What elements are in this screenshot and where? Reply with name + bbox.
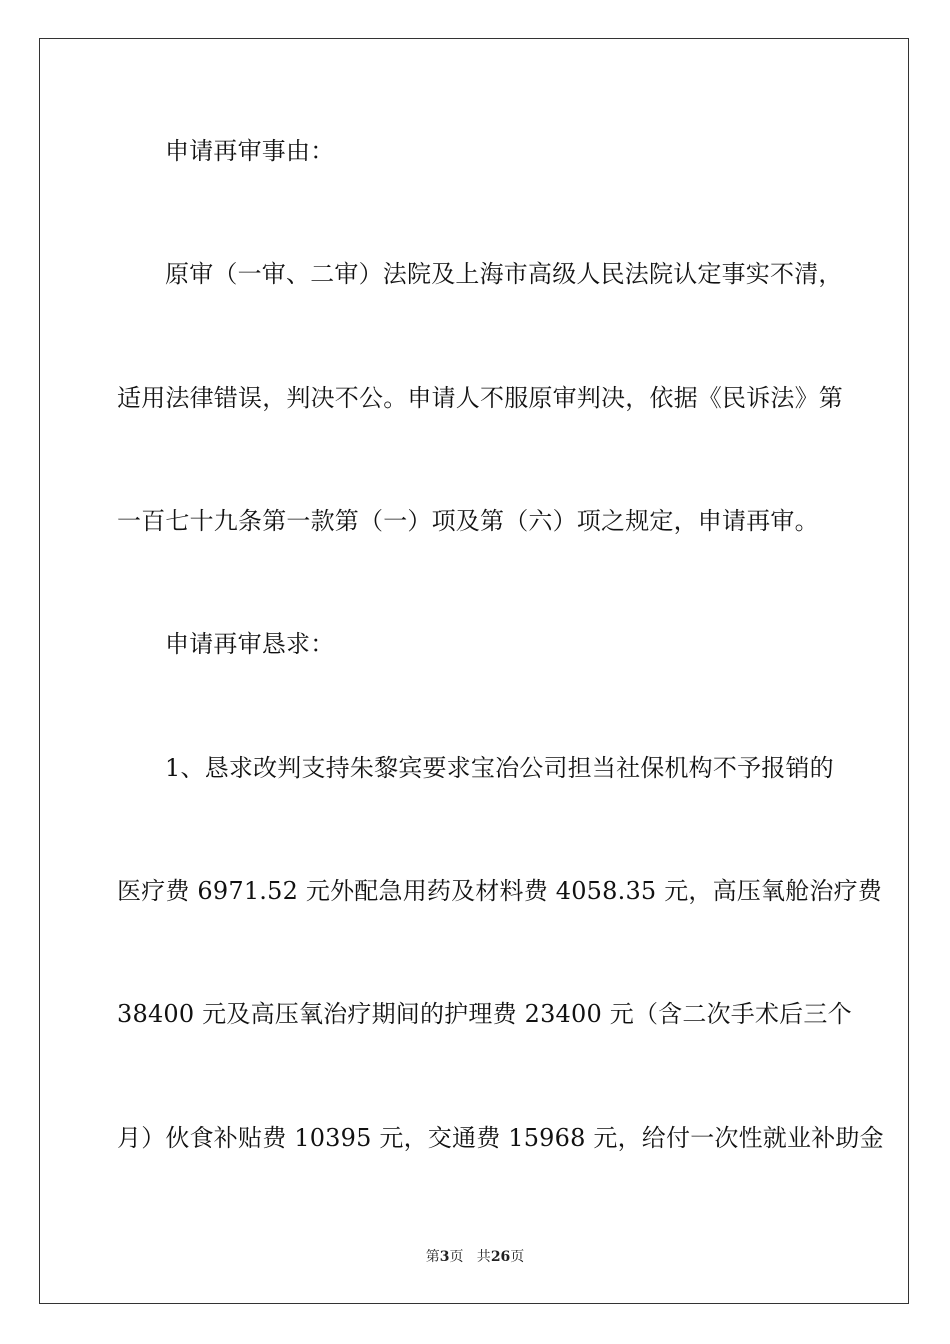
paragraph-line: 医疗费 6971.52 元外配急用药及材料费 4058.35 元，高压氧舱治疗费 <box>117 877 883 905</box>
footer-prefix: 第 <box>425 1249 440 1265</box>
paragraph-line: 月）伙食补贴费 10395 元，交通费 15968 元，给付一次性就业补助金 <box>117 1124 884 1152</box>
page-border <box>39 38 909 1304</box>
footer-suffix: 页 <box>510 1249 525 1265</box>
heading-retrial-requests: 申请再审恳求： <box>165 630 335 658</box>
heading-retrial-reasons: 申请再审事由： <box>165 137 335 165</box>
footer-mid: 页 共 <box>449 1249 491 1265</box>
current-page-number: 3 <box>439 1249 450 1265</box>
paragraph-line: 1、恳求改判支持朱黎宾要求宝冶公司担当社保机构不予报销的 <box>165 754 834 782</box>
paragraph-line: 一百七十九条第一款第（一）项及第（六）项之规定，申请再审。 <box>117 507 819 535</box>
page-footer <box>0 1248 950 1266</box>
paragraph-line: 原审（一审、二审）法院及上海市高级人民法院认定事实不清， <box>165 260 843 288</box>
paragraph-line: 适用法律错误，判决不公。申请人不服原审判决，依据《民诉法》第 <box>117 384 843 412</box>
paragraph-line: 38400 元及高压氧治疗期间的护理费 23400 元（含二次手术后三个 <box>117 1000 852 1028</box>
total-page-number: 26 <box>490 1249 511 1265</box>
